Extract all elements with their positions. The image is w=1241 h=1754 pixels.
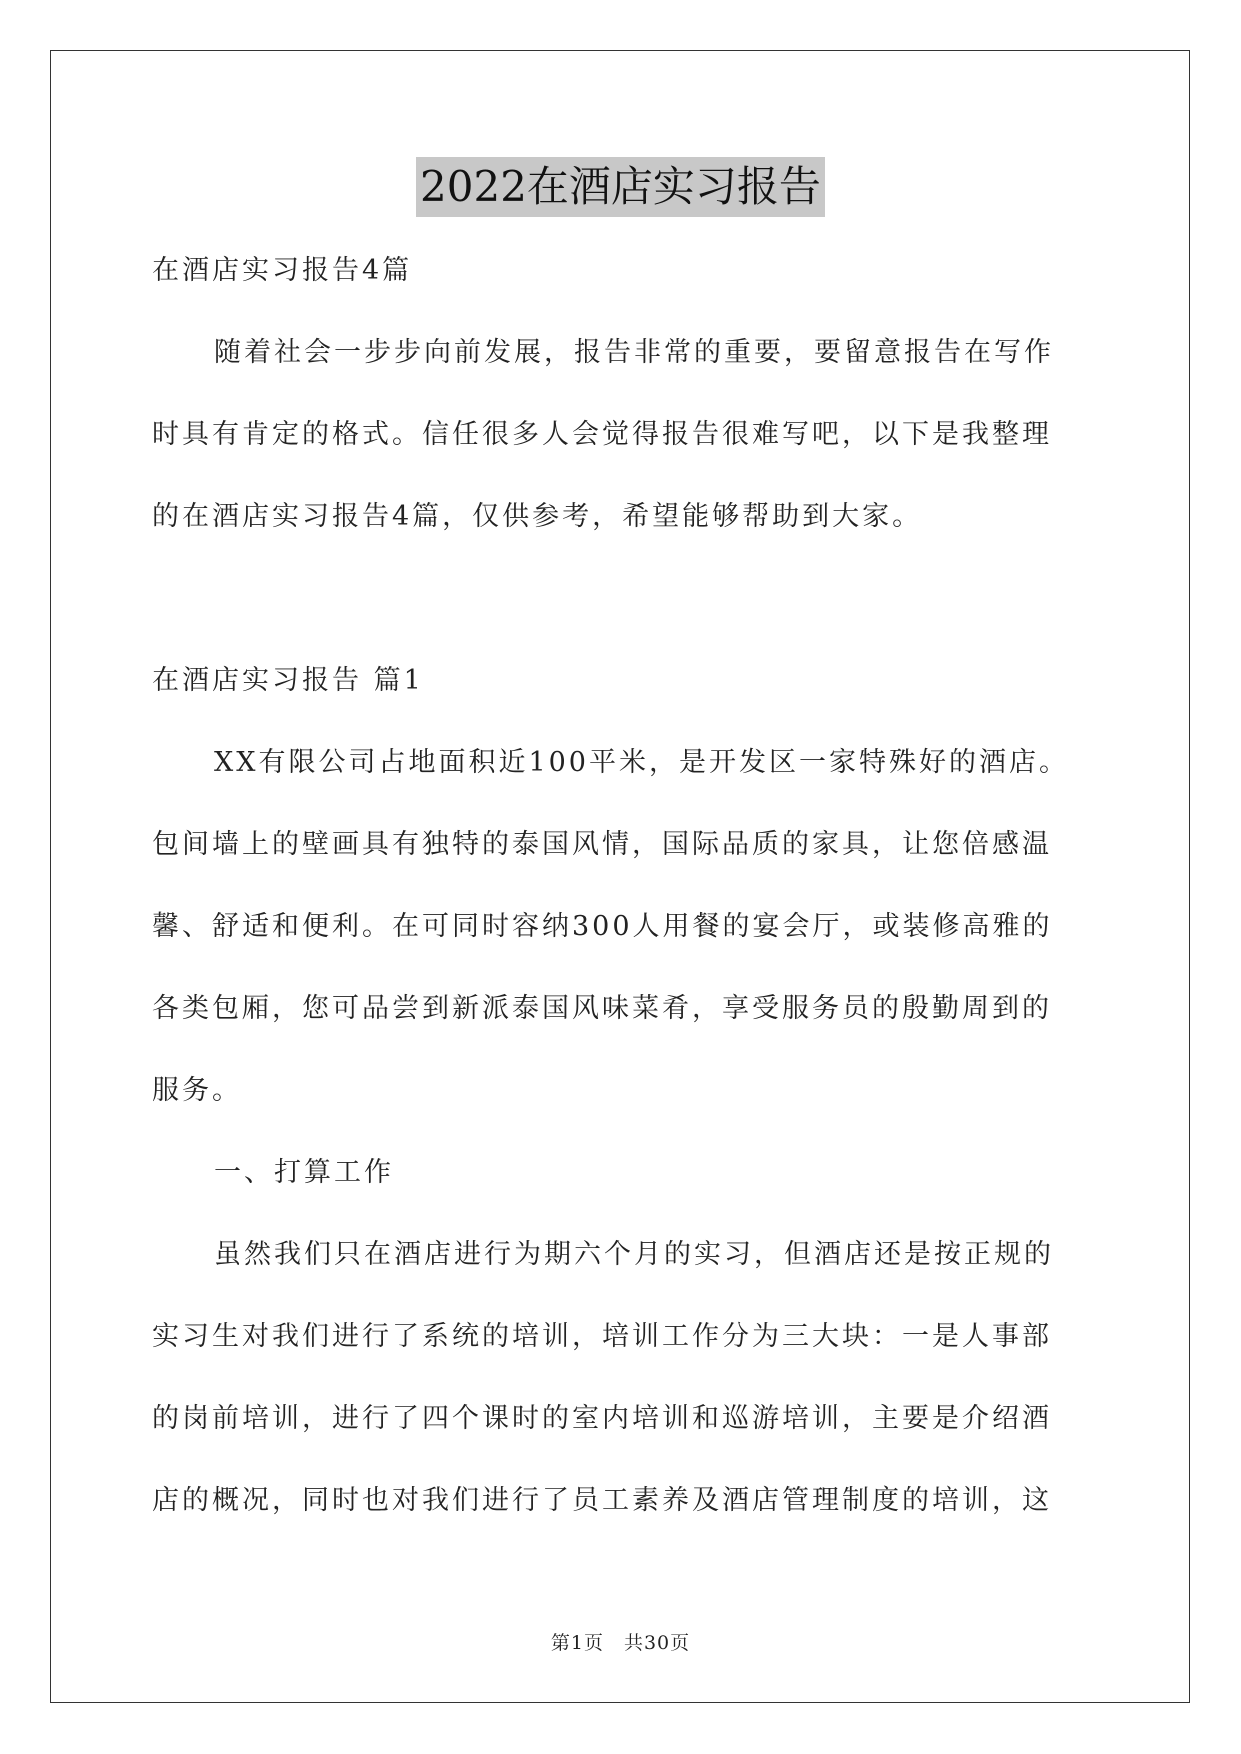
paragraph-line: 随着社会一步步向前发展，报告非常的重要，要留意报告在写作 [214,337,1054,368]
subtitle-line: 在酒店实习报告4篇 [152,255,413,286]
paragraph-line: 馨、舒适和便利。在可同时容纳300人用餐的宴会厅，或装修高雅的 [152,911,1053,942]
paragraph-line: 虽然我们只在酒店进行为期六个月的实习，但酒店还是按正规的 [214,1239,1054,1270]
document-title: 2022在酒店实习报告 [416,157,825,217]
document-body [152,230,1092,1542]
paragraph-line: 的岗前培训，进行了四个课时的室内培训和巡游培训，主要是介绍酒 [152,1403,1052,1434]
paragraph-line: 店的概况，同时也对我们进行了员工素养及酒店管理制度的培训，这 [152,1485,1052,1516]
paragraph-line: 时具有肯定的格式。信任很多人会觉得报告很难写吧，以下是我整理 [152,419,1052,450]
paragraph-line: 各类包厢，您可品尝到新派泰国风味菜肴，享受服务员的殷勤周到的 [152,993,1052,1024]
paragraph-line: XX有限公司占地面积近100平米，是开发区一家特殊好的酒店。 [214,747,1069,778]
paragraph-line: 服务。 [152,1075,242,1106]
title-area [0,157,1241,217]
spacer [152,558,1092,640]
paragraph-line: 的在酒店实习报告4篇，仅供参考，希望能够帮助到大家。 [152,501,923,532]
paragraph-line: 实习生对我们进行了系统的培训，培训工作分为三大块：一是人事部 [152,1321,1052,1352]
page-number: 第1页 共30页 [550,1632,691,1654]
subsection-heading: 一、打算工作 [214,1157,394,1188]
paragraph-line: 包间墙上的壁画具有独特的泰国风情，国际品质的家具，让您倍感温 [152,829,1052,860]
section-heading: 在酒店实习报告 篇1 [152,665,424,696]
